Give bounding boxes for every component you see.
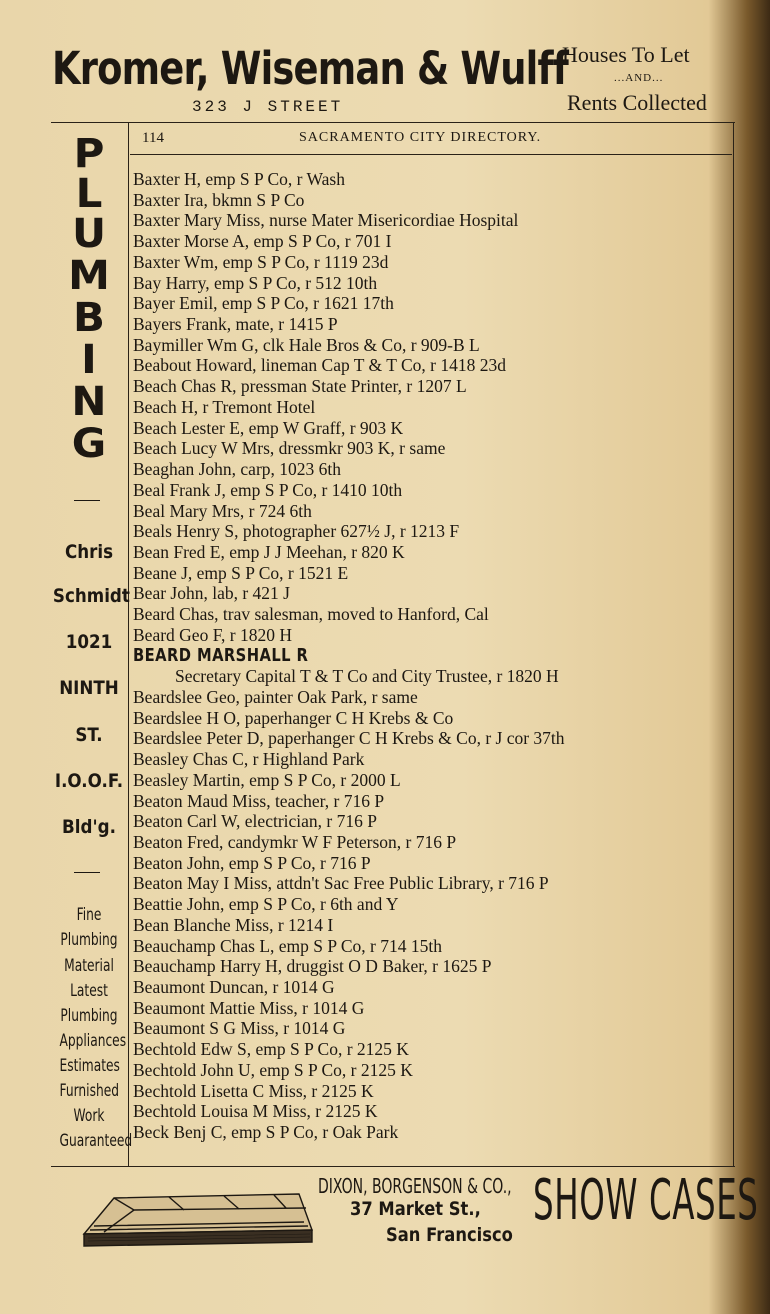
- side-ad-name-last: Schmidt: [52, 585, 130, 607]
- bottom-ad-firm: DIXON, BORGENSON & CO.,: [318, 1174, 512, 1198]
- directory-entry: Baxter Morse A, emp S P Co, r 701 I: [133, 231, 392, 252]
- directory-entry: Beaumont Duncan, r 1014 G: [133, 977, 335, 998]
- side-ad-building-abbr: Bld'g.: [62, 816, 116, 838]
- directory-entries: [133, 169, 733, 1143]
- directory-entry: Bechtold Louisa M Miss, r 2125 K: [133, 1101, 378, 1122]
- directory-entry: Beardslee H O, paperhanger C H Krebs & Co: [133, 707, 454, 728]
- header-ad-and: ...AND...: [614, 72, 664, 84]
- directory-entry: Beals Henry S, photographer 627½ J, r 1213 F: [133, 521, 460, 542]
- bottom-ad-headline: SHOW CASES: [533, 1168, 759, 1233]
- directory-entry: Beaton Maud Miss, teacher, r 716 P: [133, 790, 385, 811]
- side-ad-building: I.O.O.F.: [54, 770, 124, 792]
- directory-entry: Bechtold John U, emp S P Co, r 2125 K: [133, 1059, 413, 1080]
- side-ad-tagline-line: Work: [73, 1106, 105, 1126]
- directory-entry: Bechtold Lisetta C Miss, r 2125 K: [133, 1080, 374, 1101]
- directory-entry: Bay Harry, emp S P Co, r 512 10th: [133, 272, 378, 293]
- directory-entry: Beard Geo F, r 1820 H: [133, 624, 292, 645]
- directory-entry: Bean Fred E, emp J J Meehan, r 820 K: [133, 541, 405, 562]
- directory-entry-bold-heading: BEARD MARSHALL R: [133, 644, 309, 666]
- directory-entry: Beaton May I Miss, attdn't Sac Free Public Library, r 716 P: [133, 873, 549, 894]
- directory-entry: Beck Benj C, emp S P Co, r Oak Park: [133, 1122, 399, 1143]
- directory-entry: Beach Chas R, pressman State Printer, r 1207 L: [133, 376, 467, 397]
- directory-entry: Beasley Martin, emp S P Co, r 2000 L: [133, 769, 401, 790]
- frame-top-rule: [51, 122, 735, 123]
- directory-entry: Baxter Ira, bkmn S P Co: [133, 189, 305, 210]
- side-ad-number: 1021: [65, 631, 113, 653]
- frame-left-rule: [128, 122, 129, 1166]
- side-ad-tagline-line: Guaranteed: [59, 1131, 133, 1151]
- directory-entry: Bechtold Edw S, emp S P Co, r 2125 K: [133, 1039, 409, 1060]
- header-ad-firm: Kromer, Wiseman & Wulff: [52, 42, 568, 95]
- side-ad-divider: [74, 500, 100, 501]
- side-ad-tagline-line: Plumbing: [60, 930, 118, 950]
- page-number: 114: [142, 130, 164, 146]
- directory-entry: Beard Chas, trav salesman, moved to Hanford, Cal: [133, 604, 489, 625]
- bottom-ad-street: 37 Market St.,: [350, 1198, 481, 1220]
- directory-entry-continuation: Secretary Capital T & T Co and City Trustee, r 1820 H: [175, 666, 559, 687]
- bottom-ad-city: San Francisco: [386, 1224, 513, 1246]
- side-ad-letter: P: [73, 131, 105, 177]
- directory-entry: Beardslee Geo, painter Oak Park, r same: [133, 686, 418, 707]
- directory-entry: Beaghan John, carp, 1023 6th: [133, 459, 342, 480]
- directory-entry: Beaumont Mattie Miss, r 1014 G: [133, 997, 365, 1018]
- side-ad-letter: N: [71, 379, 107, 425]
- directory-entry: Beasley Chas C, r Highland Park: [133, 749, 365, 770]
- side-ad-letter: B: [72, 295, 106, 341]
- side-ad-divider-2: [74, 872, 100, 873]
- directory-entry: Beal Mary Mrs, r 724 6th: [133, 500, 312, 521]
- side-ad-letter: G: [71, 421, 107, 467]
- side-ad-tagline-line: Furnished: [59, 1081, 120, 1101]
- directory-entry: Bayer Emil, emp S P Co, r 1621 17th: [133, 293, 394, 314]
- directory-entry: Beaton John, emp S P Co, r 716 P: [133, 852, 371, 873]
- side-ad-name-first: Chris: [64, 541, 114, 563]
- frame-right-rule: [733, 122, 734, 1166]
- directory-entry: Bean Blanche Miss, r 1214 I: [133, 914, 334, 935]
- directory-entry: Beach Lucy W Mrs, dressmkr 903 K, r same: [133, 438, 446, 459]
- directory-entry: Baxter Wm, emp S P Co, r 1119 23d: [133, 251, 389, 272]
- directory-entry: Beauchamp Chas L, emp S P Co, r 714 15th: [133, 935, 442, 956]
- directory-entry: Baxter H, emp S P Co, r Wash: [133, 169, 345, 189]
- side-ad-tagline-line: Estimates: [59, 1056, 120, 1076]
- side-ad-tagline-line: Latest: [70, 981, 108, 1001]
- side-ad-tagline-line: Material: [64, 956, 114, 976]
- directory-entry: Beauchamp Harry H, druggist O D Baker, r 1625 P: [133, 956, 492, 977]
- header-ad-address: 323 J STREET: [192, 98, 344, 116]
- side-ad-street-abbr: ST.: [75, 724, 103, 746]
- directory-entry: Beaton Carl W, electrician, r 716 P: [133, 811, 377, 832]
- side-ad-letter: L: [75, 171, 103, 217]
- header-ad-houses: Houses To Let: [562, 42, 690, 67]
- frame-header-rule: [130, 154, 732, 155]
- directory-entry: Beaton Fred, candymkr W F Peterson, r 716 P: [133, 832, 457, 852]
- show-case-illustration: [74, 1180, 319, 1250]
- header-ad-rents: Rents Collected: [567, 90, 707, 115]
- directory-entry: Bear John, lab, r 421 J: [133, 583, 290, 604]
- directory-entry: Baymiller Wm G, clk Hale Bros & Co, r 909-B L: [133, 334, 480, 355]
- directory-entry: Beardslee Peter D, paperhanger C H Krebs & Co, r J cor 37th: [133, 728, 565, 749]
- directory-entry: Beach H, r Tremont Hotel: [133, 396, 316, 417]
- side-ad-tagline-line: Fine: [76, 905, 102, 925]
- frame-bottom-rule: [51, 1166, 735, 1167]
- directory-entry: Beane J, emp S P Co, r 1521 E: [133, 562, 349, 583]
- side-ad-letter: M: [68, 253, 110, 299]
- side-ad-letter: I: [81, 337, 97, 383]
- side-ad-tagline-line: Appliances: [59, 1031, 127, 1051]
- side-ad-tagline-line: Plumbing: [60, 1006, 118, 1026]
- directory-entry: Bayers Frank, mate, r 1415 P: [133, 314, 338, 335]
- running-title: SACRAMENTO CITY DIRECTORY.: [299, 130, 542, 145]
- directory-entry: Beal Frank J, emp S P Co, r 1410 10th: [133, 479, 403, 500]
- directory-entry: Beach Lester E, emp W Graff, r 903 K: [133, 417, 404, 438]
- directory-entry: Beaumont S G Miss, r 1014 G: [133, 1018, 346, 1039]
- directory-entry: Baxter Mary Miss, nurse Mater Misericordiae Hospital: [133, 210, 519, 231]
- side-ad-letter: U: [71, 211, 107, 257]
- side-ad-street: NINTH: [59, 677, 119, 699]
- directory-entry: Beabout Howard, lineman Cap T & T Co, r 1418 23d: [133, 355, 506, 376]
- directory-entry: Beattie John, emp S P Co, r 6th and Y: [133, 894, 399, 915]
